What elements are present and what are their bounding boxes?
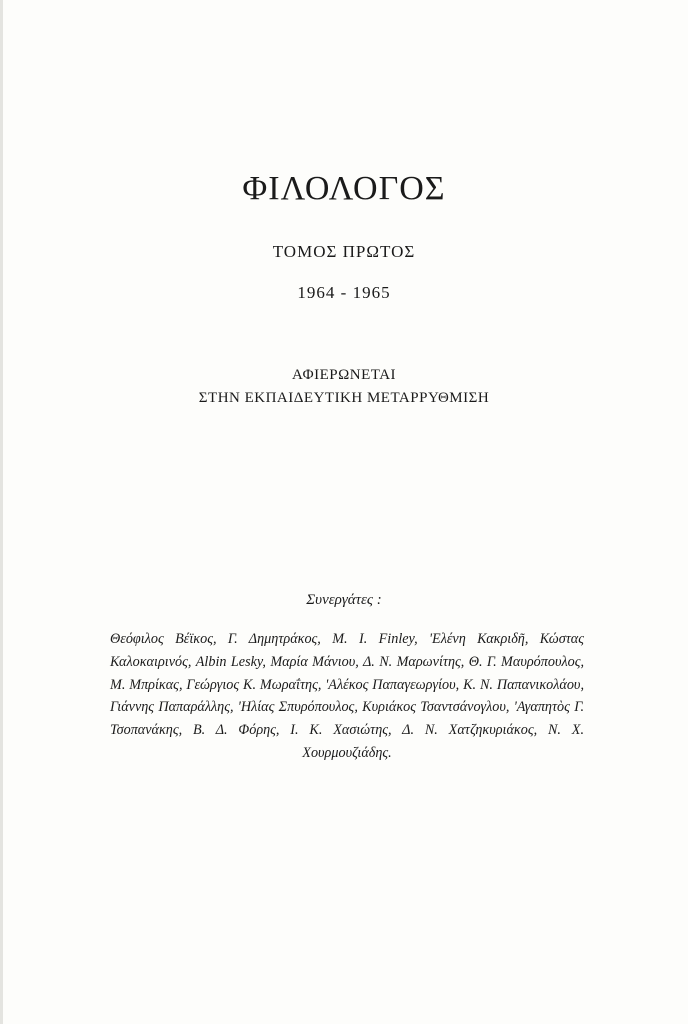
contributors-heading: Συνεργάτες : (306, 592, 382, 608)
contributors-list: Θεόφιλος Βέϊκος, Γ. Δημητράκος, Μ. Ι. Finley, 'Ελένη Κακριδῆ, Κώστας Καλοκαιρινός, Albin Lesky, Μαρία Μάνιου, Δ. Ν. Μαρωνίτης, Θ. Γ. Μαυρόπουλος, Μ. Μπρίκας, Γεώργιος Κ. Μωραΐτης, 'Αλέκος Παπαγεωργίου, Κ. Ν. Παπανικολάου, Γιάννης Παπαράλλης, 'Ηλίας Σπυρόπουλος, Κυριάκος Τσαντσάνογλου, 'Αγαπητὸς Γ. Τσοπανάκης, Β. Δ. Φόρης, Ι. Κ. Χασιώτης, Δ. Ν. Χατζηκυριάκος, Ν. Χ. Χουρμουζιάδης. (110, 631, 584, 761)
page-edge (0, 0, 3, 1024)
dedication-line-1: ΑΦΙΕΡΩΝΕΤΑΙ (291, 367, 397, 383)
dedication-line-2: ΣΤΗΝ ΕΚΠΑΙΔΕΥΤΙΚΗ ΜΕΤΑΡΡΥΘΜΙΣΗ (198, 390, 490, 406)
volume-label: ΤΟΜΟΣ ΠΡΩΤΟΣ (272, 242, 416, 261)
volume-years: 1964 - 1965 (297, 283, 391, 302)
journal-title: ΦΙΛΟΛΟΓΟΣ (242, 170, 446, 207)
